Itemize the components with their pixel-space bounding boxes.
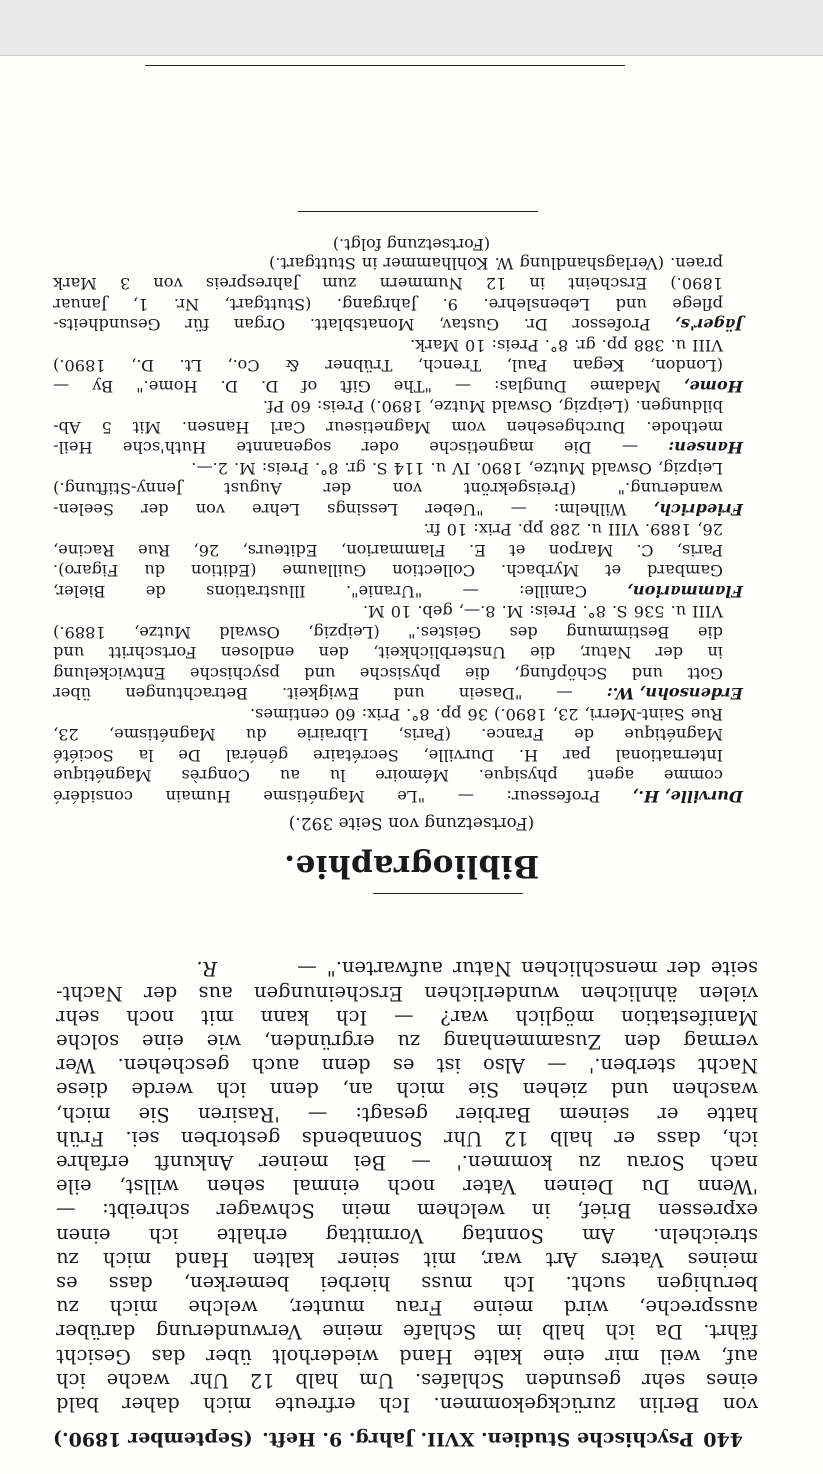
- bibliography-entry: [53, 335, 743, 397]
- entry-line: 1890.) Erscheint in 12 Nummern zum Jahrespreis von 3 Mark: [53, 274, 723, 294]
- entry-line: Rue Saint-Merri, 23, 1890.) 36 pp. 8°. Prix: 60 centimes.: [249, 705, 723, 724]
- body-line: Nacht sterben.' — Also ist es denn auch geschehen. Wer: [56, 1054, 758, 1078]
- entry-author: Durville, H.,: [632, 787, 743, 806]
- entry-line: Durville, H., Professeur: — "Le Magnétisme Humain considéré: [53, 787, 743, 806]
- entry-line: Home, Madame Dunglas: — "The Gift of D. D. Home." By —: [53, 377, 743, 396]
- body-line: fährt. Da ich halb im Schlafe meine Verwunderung darüber: [56, 1320, 758, 1344]
- entry-line: Jäger's, Professor Dr. Gustav, Monatsblatt. Organ für Gesundheits-: [53, 315, 743, 335]
- entry-line: VIII u. 388 pp. gr. 8°. Preis: 10 Mark.: [410, 336, 723, 355]
- entry-line: VIII u. 536 S. 8°. Preis: M. 8.—, geb. 10 M.: [362, 602, 723, 622]
- body-line: 'Wenn Du Deinen Vater noch einmal sehen willst, eile: [56, 1175, 758, 1199]
- body-line: waschen und ziehen Sie mich an, denn ich werde diese: [56, 1078, 758, 1102]
- entry-line: Magnétique de France. (Paris, Librairie du Magnétisme, 23,: [53, 725, 723, 745]
- entry-line: Gott und Schöpfung, die physische und psychische Entwickelung: [53, 664, 723, 683]
- entry-line: 26, 1889. VIII u. 288 pp. Prix: 10 fr.: [423, 520, 723, 540]
- body-line: hatte er seinem Barbier gesagt: — 'Rasiren Sie mich,: [56, 1102, 758, 1126]
- to-be-continued-note: (Fortsetzung folgt.): [332, 235, 491, 254]
- body-line: Manifestation möglich war? — Ich kann mit noch sehr: [56, 1005, 758, 1029]
- body-line: von Berlin zurückgekommen. Ich erfreute mich daher bald: [56, 1393, 758, 1416]
- entry-line: Paris, C. Marpon et E. Flammarion, Editeurs, 26, Rue Racine,: [53, 541, 723, 560]
- entry-line: Flammarion, Camille: — "Uranie". Illustrations de Bieler,: [53, 582, 743, 601]
- entry-line: International par H. Durville, Secrétaire général De la Société: [53, 746, 723, 765]
- entry-line: comme agent physique. Mémoire lu au Congrès Magnétique: [53, 766, 723, 786]
- running-header: [53, 1428, 743, 1450]
- bibliography-entry: [53, 704, 743, 807]
- bibliography-entry: [53, 458, 743, 520]
- signature: R.: [196, 957, 218, 981]
- entry-line: wanderung." (Preisgekrönt von der August Jenny-Stiftung.): [53, 479, 723, 499]
- entry-author: Friedrich,: [653, 500, 743, 519]
- entry-author: Erdensohn, W.:: [606, 684, 743, 704]
- page-number: 440: [703, 1428, 743, 1450]
- entry-author: Jäger's,: [675, 315, 743, 335]
- body-line: meines Vaters Art war, mit seiner kalten Hand mich zu: [56, 1247, 758, 1271]
- bibliography-entry: [53, 253, 743, 335]
- footer-bar: [0, 0, 823, 56]
- entry-line: in der Natur, die Unsterblichkeit, den endlosen Fortschritt und: [53, 643, 723, 663]
- entry-line: Friedrich, Wilhelm: — "Ueber Lessings Lehre von der Seelen-: [53, 500, 743, 519]
- bibliography-title: Bibliographie.: [283, 848, 540, 884]
- bibliography-entry: [53, 519, 743, 601]
- bibliography-entry: [53, 601, 743, 704]
- body-line: ich, dass er halb 12 Uhr Sonnabends gestorben sei. Früh: [56, 1126, 758, 1150]
- page-bottom-rule: [145, 65, 625, 66]
- entry-author: Flammarion,: [627, 582, 743, 601]
- body-line: seite der menschlichen Natur aufwarten." — R.: [196, 957, 758, 981]
- body-line: eines sehr gesunden Schlafes. Um halb 12 Uhr wache ich: [56, 1368, 758, 1392]
- entry-author: Home,: [683, 377, 743, 396]
- entry-line: Gambard et Myrbach. Collection Guillaume (Edition du Figaro).: [53, 561, 723, 581]
- entry-line: (London, Kegan Paul, Trench, Trübner & Co., Lt. D., 1890.): [53, 356, 723, 376]
- body-line: expressen Brief, in welchem mein Schwager schreibt: —: [56, 1199, 758, 1223]
- bibliography-entry: [53, 396, 743, 458]
- entry-line: pflege und Lebenslehre. 9. Jahrgang. (Stuttgart, Nr. 1, Januar: [53, 295, 723, 314]
- body-line: vermag den Zusammenhang zu ergründen, wie eine solche: [56, 1029, 758, 1053]
- entry-line: methode. Durchgesehen vom Magnetiseur Carl Hansen. Mit 5 Ab-: [53, 418, 723, 437]
- body-line: streicheln. Am Sonntag Vormittag erhalte ich einen: [56, 1223, 758, 1247]
- bibliography-entries: [53, 253, 743, 807]
- entry-line: die Bestimmung des Geistes." (Leipzig, Oswald Mutze, 1889.): [53, 623, 723, 642]
- entry-line: Hansen: — Die magnetische oder sogenannte Huth'sche Heil-: [53, 438, 743, 458]
- body-line: ausspreche, wird meine Frau munter, welche mich zu: [56, 1296, 758, 1320]
- body-line: vielen ähnlichen wunderlichen Erscheinungen aus der Nacht-: [56, 981, 758, 1005]
- issue-date: (September 1890.): [53, 1428, 253, 1450]
- entry-line: praen. (Verlagshandlung W. Kohlhammer in Stuttgart.): [269, 254, 723, 273]
- entry-author: Hansen:: [668, 438, 743, 458]
- separator-rule: [373, 893, 523, 894]
- running-title: Psychische Studien. XVII. Jahrg. 9. Heft.: [262, 1428, 694, 1450]
- continuation-note: (Fortsetzung von Seite 392.): [288, 813, 535, 833]
- body-text: [56, 956, 758, 1416]
- entry-line: Erdensohn, W.: — "Dasein und Ewigkeit. Betrachtungen über: [53, 684, 743, 704]
- body-line: nach Sorau zu kommen.' — Bei meiner Ankunft erfahre: [56, 1150, 758, 1174]
- separator-rule: [298, 211, 538, 212]
- entry-line: Leipzig, Oswald Mutze, 1890. IV u. 114 S. gr. 8°. Preis: M. 2.—.: [191, 459, 723, 478]
- body-line: beruhigen sucht. Ich muss hierbei bemerken, dass es: [56, 1271, 758, 1295]
- body-line: auf, weil mir eine kalte Hand wiederholt über das Gesicht: [56, 1344, 758, 1368]
- entry-line: bildungen. (Leipzig, Oswald Mutze, 1890.) Preis: 60 Pf.: [262, 397, 723, 417]
